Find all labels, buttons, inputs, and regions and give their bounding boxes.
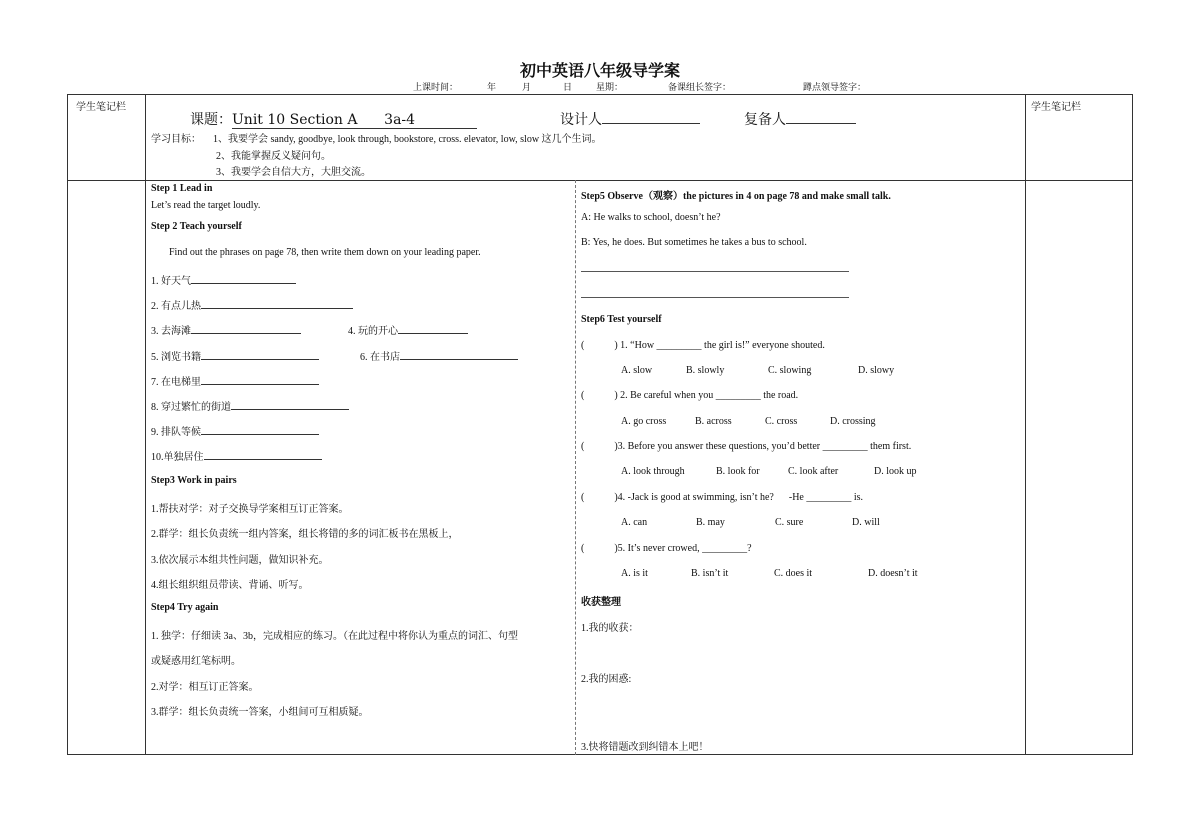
course-topic: Unit 10 Section A 3a-4 bbox=[232, 112, 477, 129]
question-row: ( )5. It’s never crowed, _________? bbox=[581, 543, 752, 554]
option: C. slowing bbox=[768, 365, 812, 376]
step3-item: 3.依次展示本组共性问题，做知识补充。 bbox=[151, 555, 329, 566]
year-label: 年 bbox=[487, 83, 497, 93]
step5-title: Step5 Observe（观察）the pictures in 4 on page 78 and make small talk. bbox=[581, 191, 891, 202]
course-row bbox=[190, 109, 477, 129]
goal-item: 1、我要学会 sandy, goodbye, look through, bookstore, cross. elevator, low, slow 这几个生词。 bbox=[213, 134, 602, 145]
question-row: ( )4. -Jack is good at swimming, isn’t he? -He _________ is. bbox=[581, 492, 864, 503]
step2-title: Step 2 Teach yourself bbox=[151, 221, 242, 232]
step4-item: 1. 独学：仔细读 3a、3b，完成相应的练习。（在此过程中将你认为重点的词汇、句型 bbox=[151, 631, 518, 642]
step2-text: Find out the phrases on page 78, then write them down on your leading paper. bbox=[169, 247, 481, 258]
option: B. across bbox=[695, 416, 732, 427]
harvest-item: 1.我的收获： bbox=[581, 623, 639, 634]
phrase-item: 6. 在书店 bbox=[360, 348, 518, 363]
reviewer-row bbox=[744, 109, 856, 129]
option: C. look after bbox=[788, 466, 839, 477]
phrase-item: 7. 在电梯里 bbox=[151, 373, 319, 388]
reviewer-blank bbox=[786, 111, 856, 124]
option: C. sure bbox=[775, 517, 804, 528]
right-col-divider bbox=[1025, 94, 1026, 755]
month-label: 月 bbox=[522, 83, 532, 93]
harvest-item: 2.我的困惑: bbox=[581, 674, 632, 685]
designer-blank bbox=[602, 111, 700, 124]
weekday-label: 星期： bbox=[596, 83, 624, 93]
step3-title: Step3 Work in pairs bbox=[151, 475, 237, 486]
phrase-item: 8. 穿过繁忙的街道 bbox=[151, 398, 349, 413]
page-title: 初中英语八年级导学案 bbox=[519, 61, 680, 80]
option: D. crossing bbox=[830, 416, 876, 427]
middle-dashed-divider bbox=[575, 180, 576, 755]
option: B. may bbox=[696, 517, 725, 528]
step6-title: Step6 Test yourself bbox=[581, 314, 662, 325]
option: D. slowy bbox=[858, 365, 895, 376]
step3-item: 1.帮扶对学：对子交换导学案相互订正答案。 bbox=[151, 504, 349, 515]
step3-item: 2.群学：组长负责统一组内答案，组长将错的多的词汇板书在黑板上， bbox=[151, 529, 459, 540]
class-time-label: 上课时间： bbox=[413, 83, 459, 93]
question-row: ( ) 2. Be careful when you _________ the road. bbox=[581, 390, 799, 401]
option: C. cross bbox=[765, 416, 798, 427]
row-divider bbox=[67, 180, 1133, 181]
option: D. doesn’t it bbox=[868, 568, 918, 579]
option: A. go cross bbox=[621, 416, 667, 427]
option: A. slow bbox=[621, 365, 653, 376]
designer-label: 设计人 bbox=[560, 112, 602, 128]
step4-item: 2.对学：相互订正答案。 bbox=[151, 682, 259, 693]
designer-row bbox=[560, 109, 700, 129]
option: A. look through bbox=[621, 466, 685, 477]
phrase-item: 9. 排队等候 bbox=[151, 423, 319, 438]
left-col-divider bbox=[145, 94, 146, 755]
phrase-item: 2. 有点儿热 bbox=[151, 297, 353, 312]
answer-blank-line bbox=[581, 271, 849, 272]
goal-item: 2、我能掌握反义疑问句。 bbox=[216, 151, 331, 162]
question-row: ( )3. Before you answer these questions, you’d better _________ them first. bbox=[581, 441, 912, 452]
option: A. is it bbox=[621, 568, 648, 579]
goals-label: 学习目标： bbox=[151, 134, 201, 145]
phrase-item: 4. 玩的开心 bbox=[348, 322, 468, 337]
right-notes-label: 学生笔记栏 bbox=[1031, 102, 1081, 113]
phrase-item: 1. 好天气 bbox=[151, 272, 296, 287]
option: A. can bbox=[621, 517, 648, 528]
step1-text: Let’s read the target loudly. bbox=[151, 200, 261, 211]
course-label: 课题： bbox=[190, 112, 232, 128]
option: D. will bbox=[852, 517, 880, 528]
day-label: 日 bbox=[563, 83, 573, 93]
phrase-item: 5. 浏览书籍 bbox=[151, 348, 319, 363]
harvest-item: 3.快将错题改到纠错本上吧！ bbox=[581, 742, 709, 753]
answer-blank-line bbox=[581, 297, 849, 298]
option: B. look for bbox=[716, 466, 760, 477]
option: D. look up bbox=[874, 466, 917, 477]
harvest-title: 收获整理 bbox=[581, 597, 621, 608]
step4-title: Step4 Try again bbox=[151, 602, 219, 613]
phrase-item: 10.单独居住 bbox=[151, 448, 322, 463]
option: B. isn’t it bbox=[691, 568, 729, 579]
option: C. does it bbox=[774, 568, 813, 579]
step4-item: 3.群学：组长负责统一答案，小组间可互相质疑。 bbox=[151, 707, 369, 718]
dialog-line: A: He walks to school, doesn’t he? bbox=[581, 212, 721, 223]
goal-item: 3、我要学会自信大方，大胆交流。 bbox=[216, 167, 371, 178]
group-leader-sign-label: 备课组长签字： bbox=[668, 83, 732, 93]
phrase-item: 3. 去海滩 bbox=[151, 322, 301, 337]
reviewer-label: 复备人 bbox=[744, 112, 786, 128]
step3-item: 4.组长组织组员带读、背诵、听写。 bbox=[151, 580, 309, 591]
dialog-line: B: Yes, he does. But sometimes he takes a bus to school. bbox=[581, 237, 807, 248]
step1-title: Step 1 Lead in bbox=[151, 183, 213, 194]
question-row: ( ) 1. “How _________ the girl is!” everyone shouted. bbox=[581, 340, 825, 351]
leader-sign-label: 蹲点领导签字： bbox=[803, 83, 867, 93]
step4-item: 或疑惑用红笔标明。 bbox=[151, 656, 241, 667]
option: B. slowly bbox=[686, 365, 725, 376]
left-notes-label: 学生笔记栏 bbox=[76, 102, 126, 113]
